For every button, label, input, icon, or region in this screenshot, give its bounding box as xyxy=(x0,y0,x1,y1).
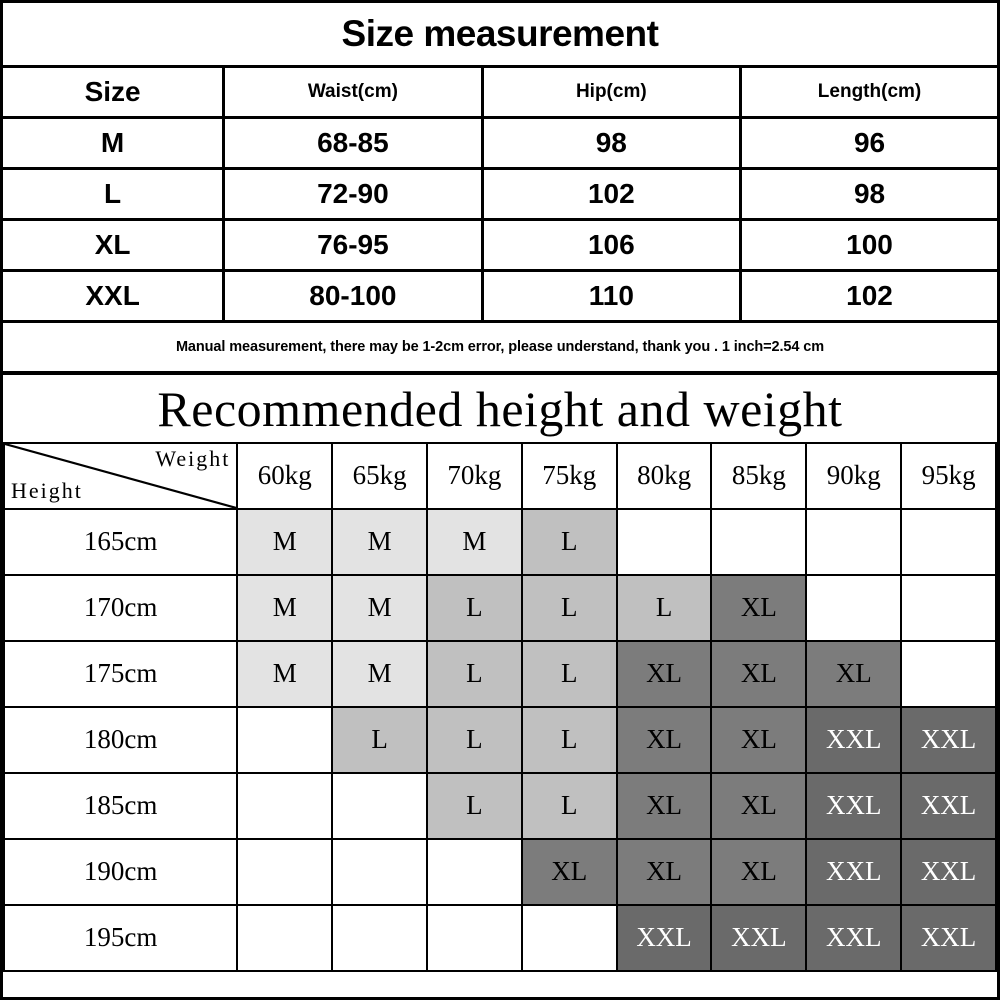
height-label: 180cm xyxy=(4,707,237,773)
cell-size: M xyxy=(3,118,224,169)
size-cell xyxy=(427,839,522,905)
size-cell xyxy=(332,773,427,839)
recommended-table xyxy=(3,442,997,972)
size-cell: XL xyxy=(711,641,806,707)
weight-header: 80kg xyxy=(617,443,712,509)
size-measurement-section xyxy=(3,3,997,375)
header-length: Length(cm) xyxy=(741,67,997,118)
height-label: 175cm xyxy=(4,641,237,707)
table-row xyxy=(3,271,997,322)
size-cell: L xyxy=(522,707,617,773)
table-row xyxy=(4,905,996,971)
table-row xyxy=(3,118,997,169)
weight-header: 75kg xyxy=(522,443,617,509)
height-label: 165cm xyxy=(4,509,237,575)
axis-height-label: Height xyxy=(11,477,83,503)
size-cell: L xyxy=(522,773,617,839)
cell-size: L xyxy=(3,169,224,220)
size-cell: L xyxy=(427,707,522,773)
size-cell: XXL xyxy=(901,773,996,839)
table-row xyxy=(3,220,997,271)
size-cell: XL xyxy=(711,707,806,773)
header-hip: Hip(cm) xyxy=(482,67,740,118)
size-cell: XL xyxy=(711,773,806,839)
weight-header: 95kg xyxy=(901,443,996,509)
height-label: 170cm xyxy=(4,575,237,641)
size-cell xyxy=(427,905,522,971)
recommended-title: Recommended height and weight xyxy=(157,381,843,437)
recommended-header-row xyxy=(4,443,996,509)
size-cell: M xyxy=(237,641,332,707)
size-measurement-title: Size measurement xyxy=(341,13,659,54)
header-waist: Waist(cm) xyxy=(224,67,482,118)
table-row xyxy=(4,641,996,707)
height-label: 190cm xyxy=(4,839,237,905)
size-cell: L xyxy=(522,641,617,707)
size-cell: M xyxy=(332,575,427,641)
cell-hip: 102 xyxy=(482,169,740,220)
table-row xyxy=(4,839,996,905)
axis-weight-label: Weight xyxy=(155,445,231,471)
size-cell xyxy=(617,509,712,575)
axis-corner-cell xyxy=(4,443,237,509)
cell-length: 96 xyxy=(741,118,997,169)
header-size: Size xyxy=(3,67,224,118)
size-cell xyxy=(332,905,427,971)
size-cell: M xyxy=(237,509,332,575)
size-cell xyxy=(237,707,332,773)
size-cell: XL xyxy=(806,641,901,707)
size-cell: L xyxy=(427,773,522,839)
size-cell xyxy=(901,575,996,641)
size-cell: XXL xyxy=(901,839,996,905)
table-row xyxy=(4,509,996,575)
table-row xyxy=(4,707,996,773)
size-cell: XL xyxy=(617,773,712,839)
measurement-note: Manual measurement, there may be 1-2cm error, please understand, thank you . 1 inch=2.54 cm xyxy=(3,322,997,372)
cell-size: XXL xyxy=(3,271,224,322)
table-row xyxy=(3,169,997,220)
recommended-section xyxy=(3,375,997,972)
cell-length: 100 xyxy=(741,220,997,271)
size-cell: L xyxy=(522,575,617,641)
size-cell: XXL xyxy=(901,905,996,971)
size-cell: XL xyxy=(617,839,712,905)
table-row xyxy=(4,773,996,839)
size-cell: XL xyxy=(617,641,712,707)
size-cell: M xyxy=(237,575,332,641)
cell-waist: 72-90 xyxy=(224,169,482,220)
size-cell: XXL xyxy=(806,773,901,839)
size-cell: L xyxy=(522,509,617,575)
size-cell: L xyxy=(427,575,522,641)
size-cell: XL xyxy=(711,575,806,641)
size-cell xyxy=(901,509,996,575)
cell-hip: 106 xyxy=(482,220,740,271)
cell-length: 102 xyxy=(741,271,997,322)
size-cell: M xyxy=(332,509,427,575)
size-cell xyxy=(901,641,996,707)
size-cell xyxy=(237,839,332,905)
size-cell: XXL xyxy=(806,905,901,971)
table-header-row xyxy=(3,67,997,118)
size-measurement-table xyxy=(3,65,997,371)
weight-header: 60kg xyxy=(237,443,332,509)
cell-waist: 68-85 xyxy=(224,118,482,169)
size-cell: L xyxy=(427,641,522,707)
size-cell xyxy=(522,905,617,971)
size-cell: M xyxy=(332,641,427,707)
cell-hip: 98 xyxy=(482,118,740,169)
size-cell xyxy=(332,839,427,905)
cell-waist: 80-100 xyxy=(224,271,482,322)
size-cell: XL xyxy=(617,707,712,773)
size-cell xyxy=(806,575,901,641)
size-cell: XL xyxy=(711,839,806,905)
weight-header: 90kg xyxy=(806,443,901,509)
cell-waist: 76-95 xyxy=(224,220,482,271)
size-cell: L xyxy=(617,575,712,641)
table-row xyxy=(4,575,996,641)
size-cell: XXL xyxy=(711,905,806,971)
weight-header: 70kg xyxy=(427,443,522,509)
size-cell: XXL xyxy=(806,707,901,773)
measurement-note-row xyxy=(3,322,997,372)
size-cell: XL xyxy=(522,839,617,905)
cell-length: 98 xyxy=(741,169,997,220)
size-cell xyxy=(711,509,806,575)
cell-hip: 110 xyxy=(482,271,740,322)
size-cell: XXL xyxy=(901,707,996,773)
size-cell xyxy=(237,905,332,971)
size-cell: M xyxy=(427,509,522,575)
size-cell: XXL xyxy=(617,905,712,971)
size-cell: XXL xyxy=(806,839,901,905)
height-label: 195cm xyxy=(4,905,237,971)
weight-header: 85kg xyxy=(711,443,806,509)
size-cell xyxy=(237,773,332,839)
size-cell: L xyxy=(332,707,427,773)
weight-header: 65kg xyxy=(332,443,427,509)
size-cell xyxy=(806,509,901,575)
cell-size: XL xyxy=(3,220,224,271)
height-label: 185cm xyxy=(4,773,237,839)
